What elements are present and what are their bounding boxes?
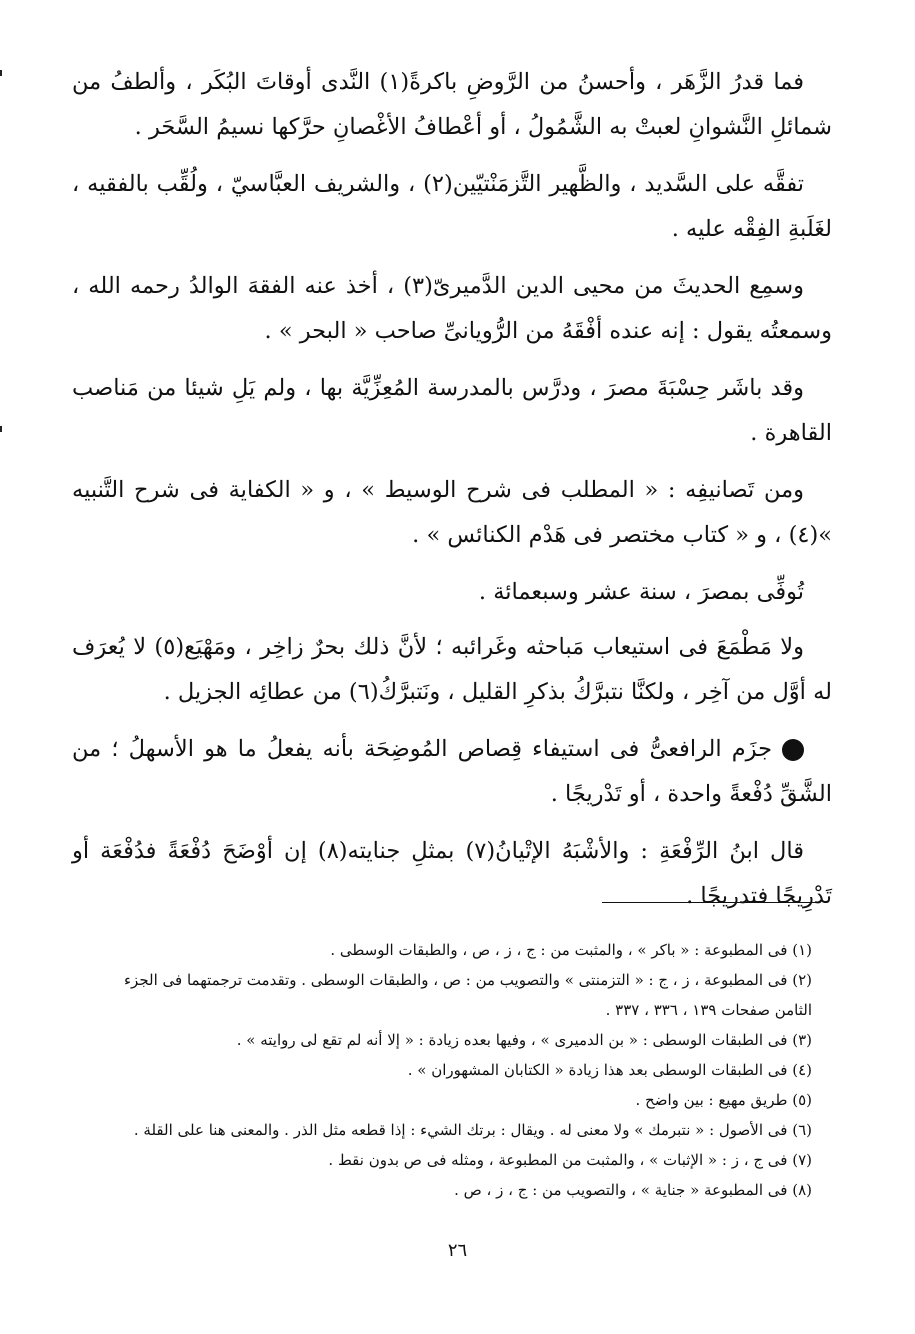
footnote: (٥) طريق مهيع : بين واضح . xyxy=(635,1091,812,1109)
scan-edge-mark xyxy=(0,70,2,76)
footnote: (٦) فى الأصول : « نتبرمك » ولا معنى له . ويقال : برتك الشيء : إذا قطعه مثل الذر . والمعنى هنا على القلة . xyxy=(133,1121,812,1139)
paragraph: فما قدرُ الزَّهَر ، وأحسنُ من الرَّوضِ باكرةً(١) النَّدى أوقاتَ البُكَر ، وألطفُ من شمائلِ النَّشوانِ لعبتْ به الشَّمُولُ ، أو أعْطافُ الأغْصانِ حرَّكها نسيمُ السَّحَر . xyxy=(72,69,832,140)
main-text xyxy=(72,60,832,931)
footnote: (٣) فى الطبقات الوسطى : « بن الدميرى » ، وفيها بعده زيادة : « إلا أنه لم تقع لى روايته » . xyxy=(236,1031,812,1049)
footnote: (٢) فى المطبوعة ، ز ، ج : « التزمنتى » والتصويب من : ص ، والطبقات الوسطى . وتقدمت ترجمتهما فى الجزء الثامن صفحات ١٣٩ ، ٣٣٦ ، ٣٣٧ . xyxy=(124,971,812,1019)
bullet-paragraph xyxy=(72,727,832,817)
paragraph: تُوفِّى بمصرَ ، سنة عشر وسبعمائة . xyxy=(478,579,804,605)
footnote: (٤) فى الطبقات الوسطى بعد هذا زيادة « الكتابان المشهوران » . xyxy=(407,1061,812,1079)
paragraph-text: جزَم الرافعىُّ فى استيفاء قِصاص المُوضِحَة بأنه يفعلُ ما هو الأسهلُ ؛ من الشَّقِّ دُفْعةً واحدة ، أو تَدْريجًا . xyxy=(72,736,832,807)
footnote: (١) فى المطبوعة : « باكر » ، والمثبت من : ج ، ز ، ص ، والطبقات الوسطى . xyxy=(330,941,812,959)
paragraph: ومن تَصانيفِه : « المطلب فى شرح الوسيط » ، و « الكفاية فى شرح التَّنبيه »(٤) ، و « كتاب مختصر فى هَدْم الكنائس » . xyxy=(72,477,832,548)
bullet-marker-icon xyxy=(782,739,804,761)
scan-edge-mark xyxy=(0,426,2,432)
paragraph: وسمِع الحديثَ من محيى الدين الدَّميرىّ(٣) ، أخذ عنه الفقهَ الوالدُ رحمه الله ، وسمعتُه يقول : إنه عنده أفْقَهُ من الرُّويانىِّ صاحب « البحر » . xyxy=(72,273,832,344)
footnote-separator xyxy=(602,902,818,903)
footnote: (٨) فى المطبوعة « جناية » ، والتصويب من : ج ، ز ، ص . xyxy=(454,1181,812,1199)
footnote: (٧) فى ج ، ز : « الإثبات » ، والمثبت من المطبوعة ، ومثله فى ص بدون نقط . xyxy=(328,1151,812,1169)
paragraph: تفقَّه على السَّديد ، والظَّهير التَّزمَنْتيّين(٢) ، والشريف العبَّاسيّ ، ولُقِّب بالفقيه ، لغَلَبةِ الفِقْه عليه . xyxy=(72,171,832,242)
paragraph: ولا مَطْمَعَ فى استيعاب مَباحثه وغَرائبه ؛ لأنَّ ذلك بحرٌ زاخِر ، ومَهْيَع(٥) لا يُعرَف له أوَّل من آخِر ، ولكنَّا نتبرَّكُ بذكرِ القليل ، ونَتبرَّكُ(٦) من عطائِه الجزيل . xyxy=(72,634,832,705)
footnotes xyxy=(100,935,812,1205)
page-number: ٢٦ xyxy=(447,1240,468,1261)
paragraph: قال ابنُ الرِّفْعَةِ : والأشْبَهُ الإتْيانُ(٧) بمثلِ جنايته(٨) إن أوْضَحَ دُفْعَةً فدُفْعَة أو تَدْرِيجًا فتدريجًا . xyxy=(72,838,832,909)
paragraph: وقد باشَر حِسْبَةَ مصرَ ، ودرَّس بالمدرسة المُعِزِّيَّة بها ، ولم يَلِ شيئا من مَناصب القاهرة . xyxy=(72,375,832,446)
